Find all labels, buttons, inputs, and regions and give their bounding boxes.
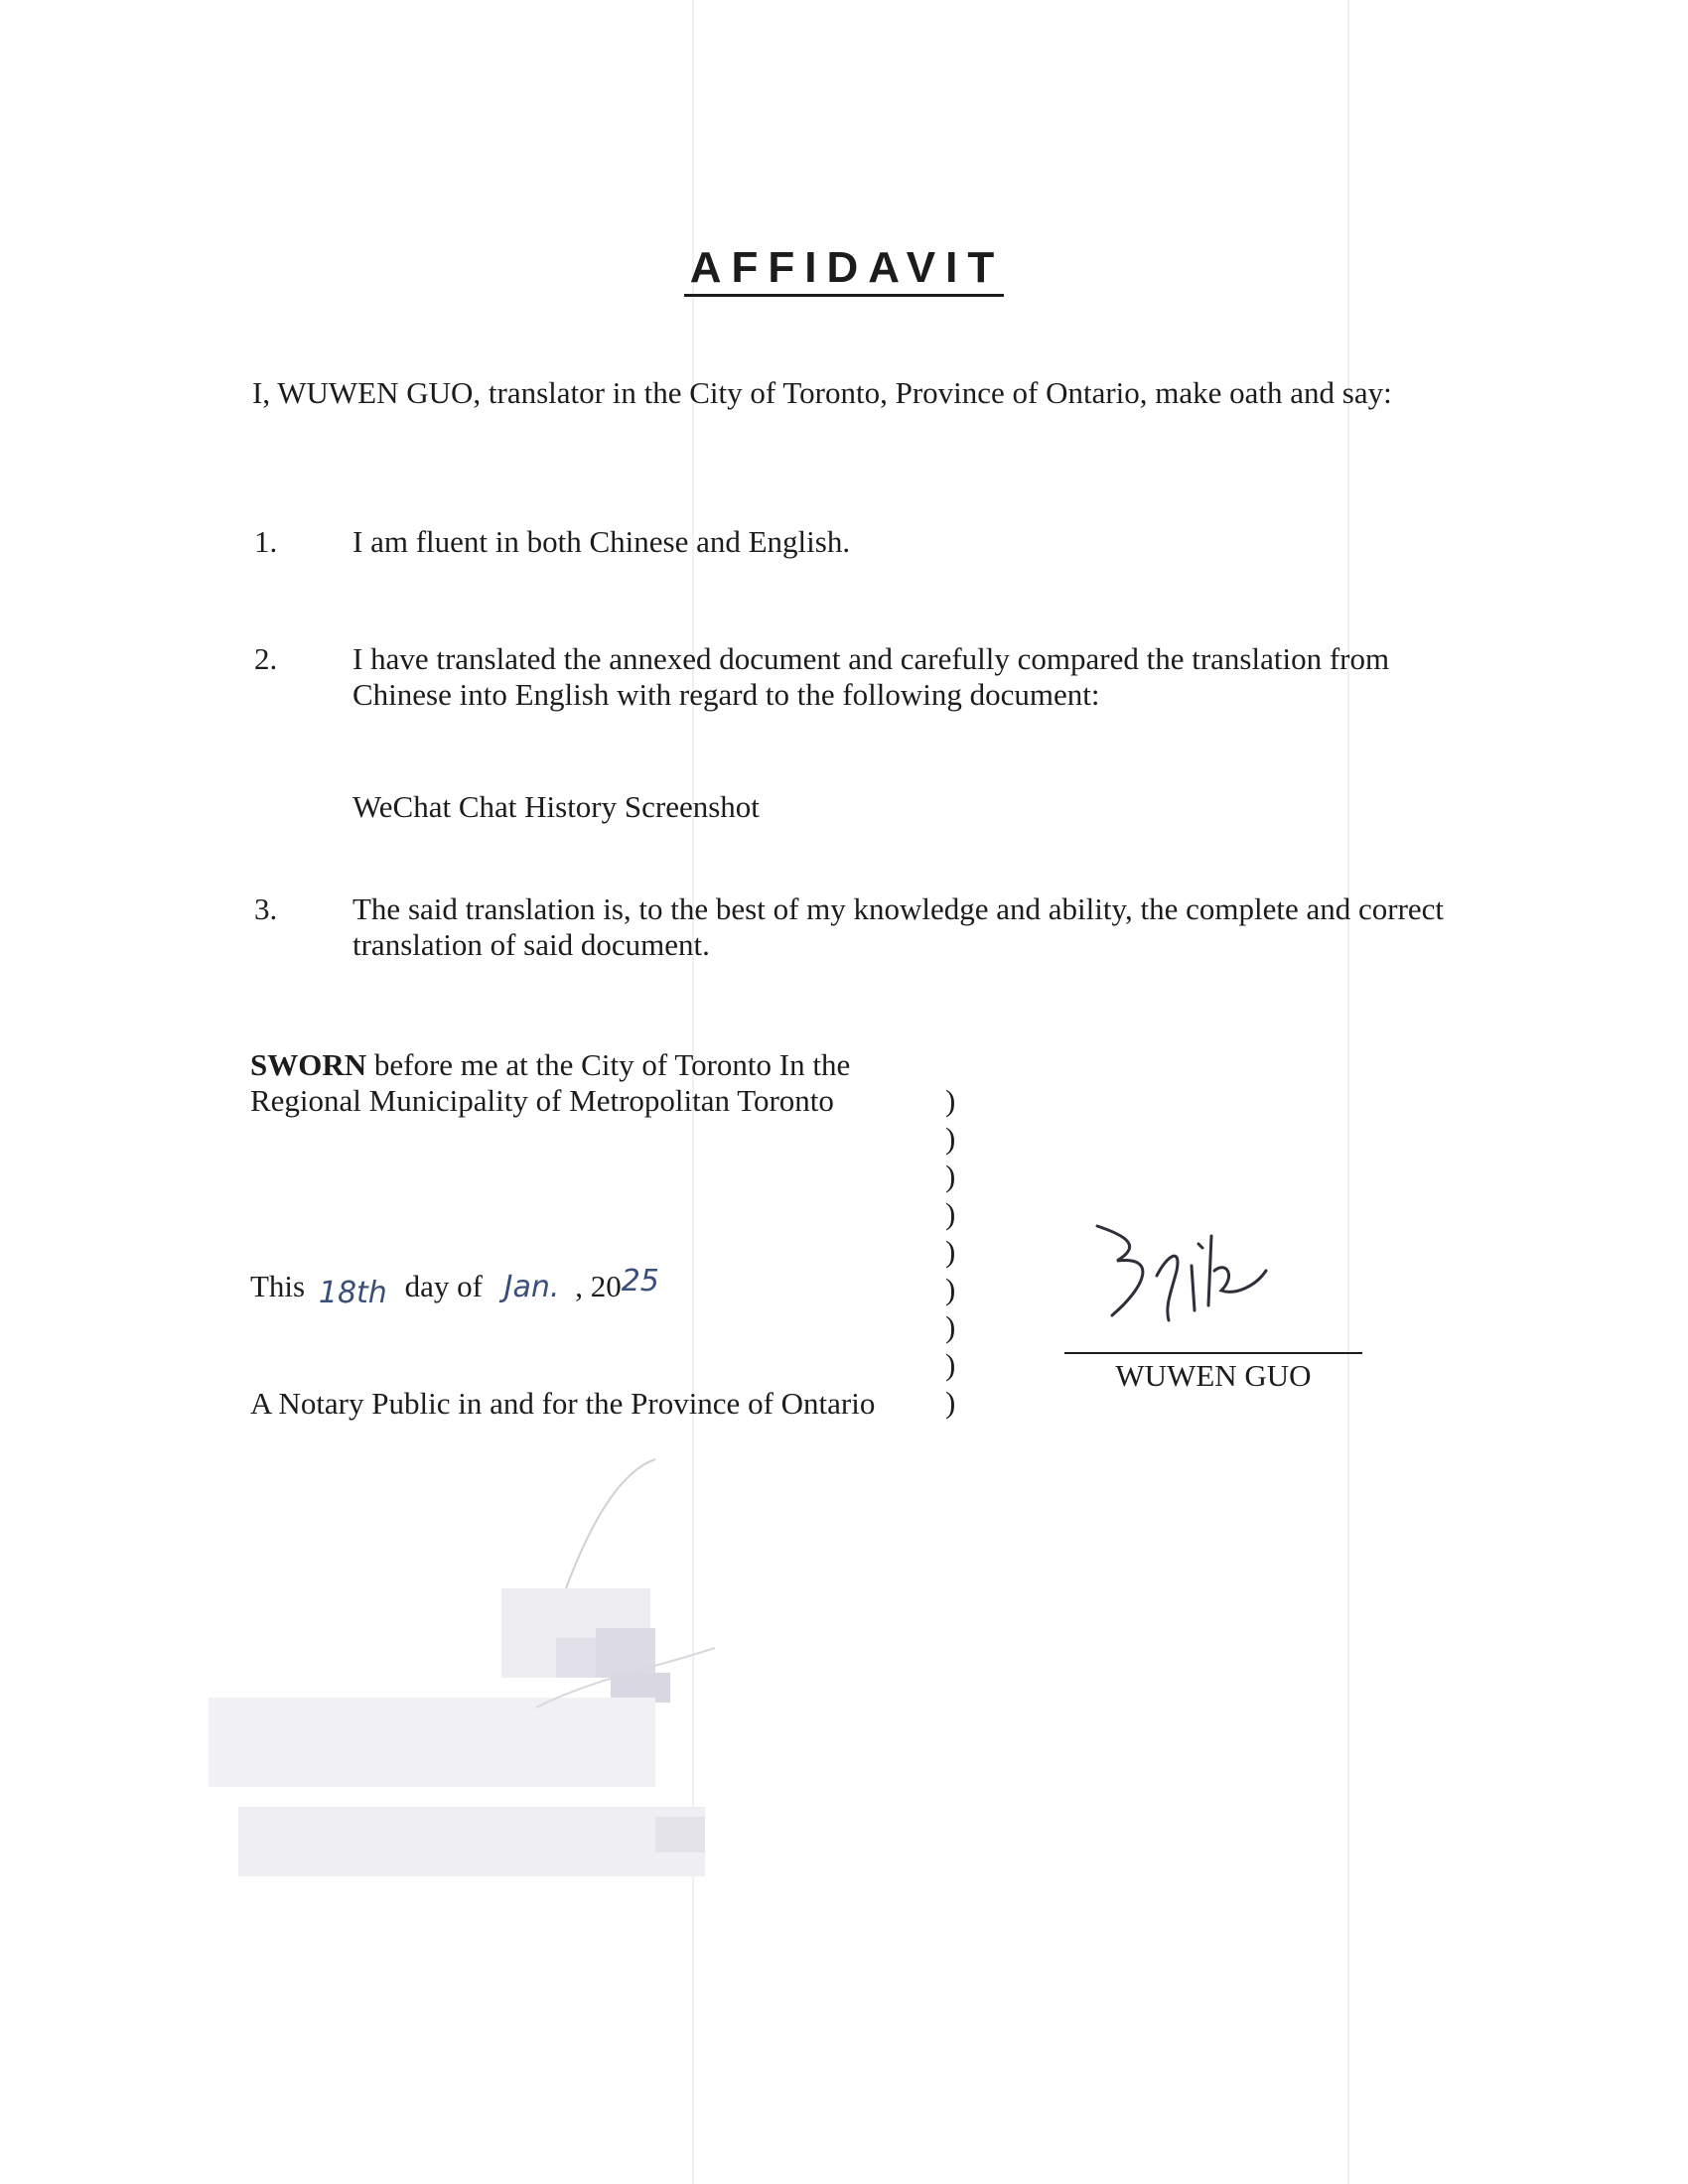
item-text: I am fluent in both Chinese and English. [352,524,851,559]
document-name: WeChat Chat History Screenshot [352,789,760,824]
intro-paragraph: I, WUWEN GUO, translator in the City of Toronto, Province of Ontario, make oath and say: [252,375,1392,410]
sworn-keyword: SWORN [250,1047,367,1082]
parenthesis-column: ) ) ) ) ) ) ) ) ) [945,1083,956,1420]
item-number: 3. [254,891,278,926]
item-number: 1. [254,524,278,559]
signatory-name: WUWEN GUO [1115,1358,1312,1393]
page-title: AFFIDAVIT [0,243,1688,293]
handwritten-day: 18th [318,1276,387,1310]
item-text: The said translation is, to the best of my knowledge and ability, the complete and correct translation of said document. [352,891,1445,962]
notary-designation: A Notary Public in and for the Province of Ontario [250,1386,876,1421]
item-number: 2. [254,641,278,676]
sworn-text: before me at the City of Toronto In the Regional Municipality of Metropolitan Toronto [250,1047,851,1118]
handwritten-year: 25 [621,1264,659,1298]
sworn-statement [250,1047,906,1119]
handwritten-month: Jan. [503,1270,560,1304]
scan-artifact-line [1347,0,1349,2184]
signature-line [1064,1352,1362,1354]
item-text: I have translated the annexed document and carefully compared the translation from Chinese into English with regard to the following document: [352,641,1390,712]
signature-scribble [1087,1216,1316,1335]
date-line: This 18th day of Jan. , 2025 [250,1264,659,1310]
